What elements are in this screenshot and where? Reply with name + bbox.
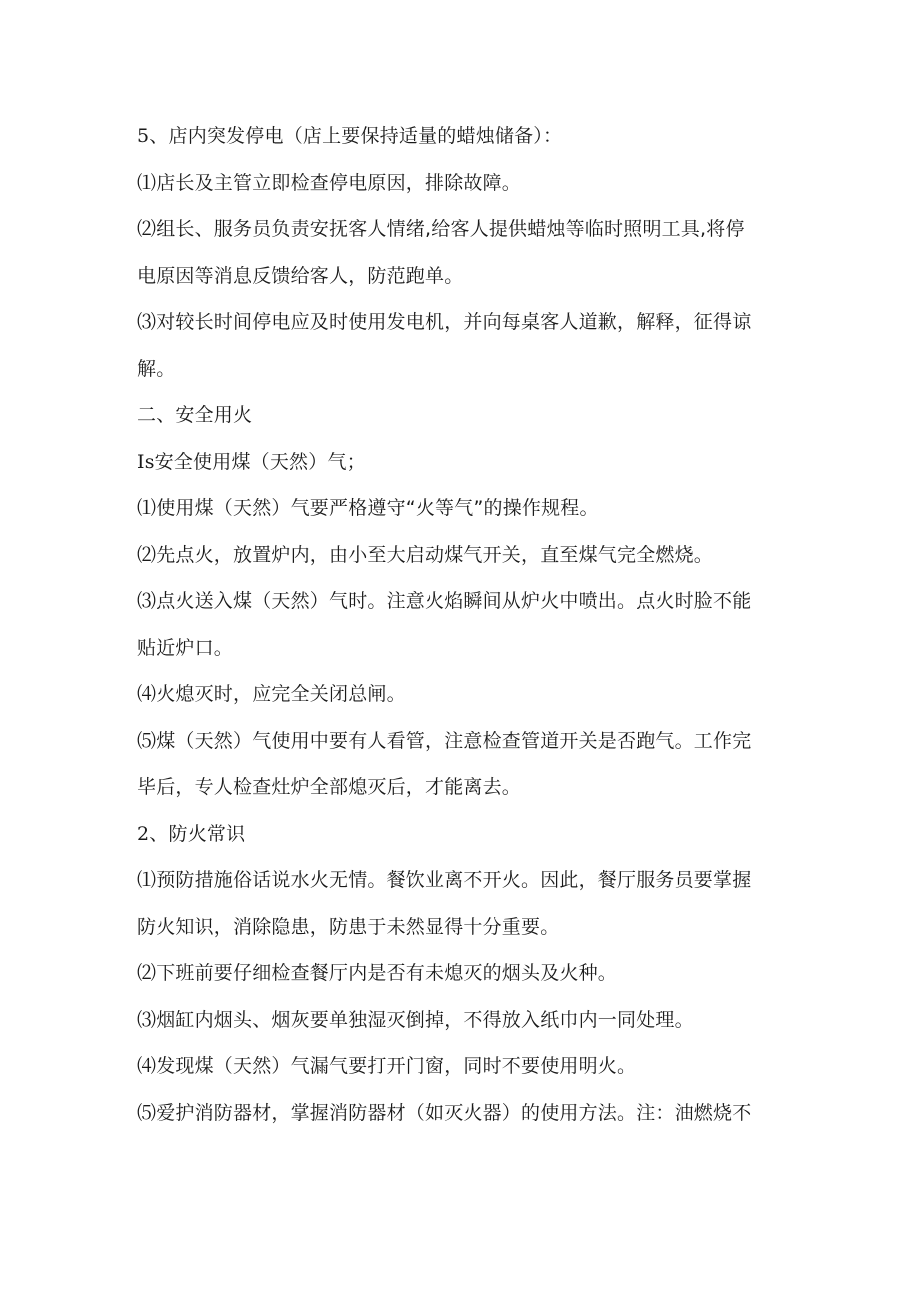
- text-line: ⑶对较长时间停电应及时使用发电机，并向每桌客人道歉，解释，征得谅: [137, 311, 752, 333]
- subsection-heading: 2、防火常识: [137, 822, 246, 845]
- text-line: 贴近炉口。: [137, 636, 234, 659]
- text-line: ⑸爱护消防器材，掌握消防器材（如灭火器）的使用方法。注：油燃烧不: [137, 1101, 752, 1124]
- section-heading: 二、安全用火: [137, 404, 253, 426]
- text-line: ⑷火熄灭时，应完全关闭总闸。: [137, 683, 406, 705]
- text-line: 毕后，专人检查灶炉全部熄灭后，才能离去。: [137, 776, 522, 798]
- subsection-heading: Is安全使用煤（天然）气；: [137, 450, 366, 473]
- text-line: 电原因等消息反馈给客人，防范跑单。: [137, 264, 464, 287]
- text-line: ⑶烟缸内烟头、烟灰要单独湿灭倒掉，不得放入纸巾内一同处理。: [137, 1008, 694, 1031]
- text-line: ⑵先点火，放置炉内，由小至大启动煤气开关，直至煤气完全燃烧。: [137, 543, 714, 566]
- text-line: ⑴预防措施俗话说水火无情。餐饮业离不开火。因此，餐厅服务员要掌握: [137, 869, 752, 891]
- document-body: [137, 113, 787, 1136]
- text-line: ⑵组长、服务员负责安抚客人情绪,给客人提供蜡烛等临时照明工具,将停: [137, 218, 745, 240]
- text-line: 防火知识，消除隐患，防患于未然显得十分重要。: [137, 915, 560, 938]
- text-line: 5、店内突发停电（店上要保持适量的蜡烛储备）：: [137, 125, 563, 147]
- text-line: ⑵下班前要仔细检查餐厅内是否有未熄灭的烟头及火种。: [137, 962, 618, 984]
- text-line: ⑸煤（天然）气使用中要有人看管，注意检查管道开关是否跑气。工作完: [137, 729, 752, 752]
- text-line: 解。: [137, 357, 176, 380]
- text-line: ⑶点火送入煤（天然）气时。注意火焰瞬间从炉火中喷出。点火时脸不能: [137, 590, 752, 612]
- text-line: ⑴店长及主管立即检查停电原因，排除故障。: [137, 171, 522, 194]
- text-line: ⑴使用煤（天然）气要严格遵守“火等气”的操作规程。: [137, 497, 599, 519]
- text-line: ⑷发现煤（天然）气漏气要打开门窗，同时不要使用明火。: [137, 1055, 637, 1077]
